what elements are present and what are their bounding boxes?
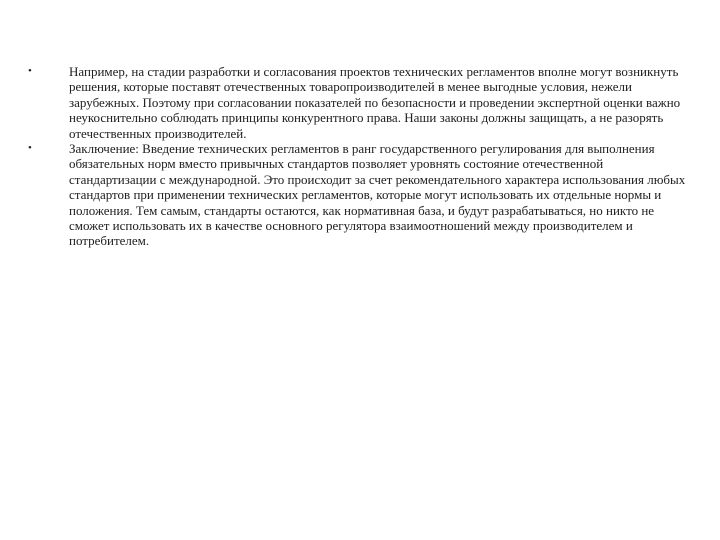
- bullet-point-icon: •: [28, 142, 32, 155]
- bullet-point-icon: •: [28, 65, 32, 77]
- bullet-list: [28, 64, 688, 249]
- bullet-text: Заключение: Введение технических регламентов в ранг государственного регулирования для выполнения обязательных норм вместо привычных стандартов позволяет уровнять состояние отечественной стандартизации с международной. Это происходит за счет рекомендательного характера использования любых стандартов при применении технических регламентов, которые могут использовать их отдельные нормы и положения. Тем самым, стандарты остаются, как нормативная база, и будут разрабатываться, но никто не сможет использовать их в качестве основного регулятора взаимоотношений между производителем и потребителем.: [69, 141, 686, 249]
- bullet-item-2: [28, 141, 688, 249]
- bullet-item-1: [28, 64, 688, 141]
- bullet-text: Например, на стадии разработки и согласования проектов технических регламентов вполне могут возникнуть решения, которые поставят отечественных товаропроизводителей в менее выгодные условия, нежели зарубежных. Поэтому при согласовании показателей по безопасности и проведении экспертной оценки важно неукоснительно соблюдать принципы конкурентного права. Наши законы должны защищать, а не разорять отечественных производителей.: [69, 64, 681, 141]
